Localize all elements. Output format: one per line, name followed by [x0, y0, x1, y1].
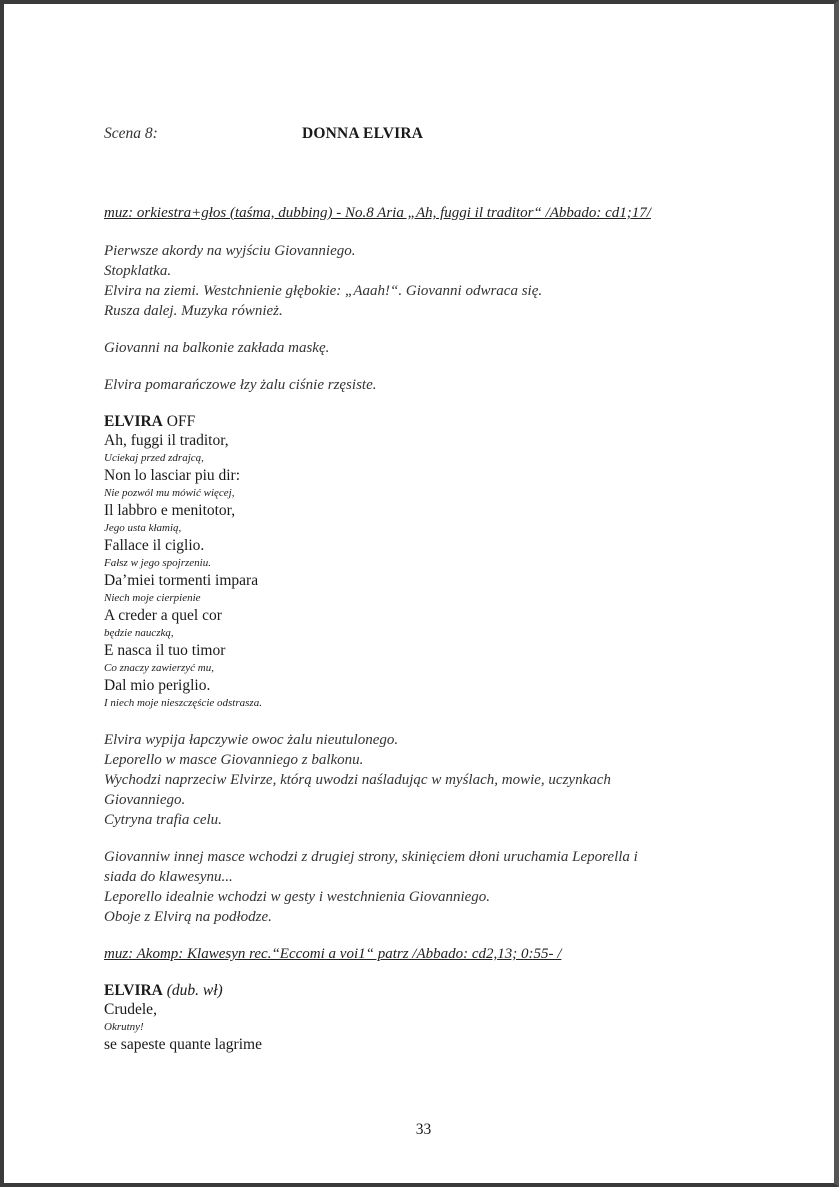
character-name: ELVIRA	[104, 413, 163, 430]
stage-line: Elvira wypija łapczywie owoc żalu nieutulonego.	[104, 732, 399, 748]
recit-lyrics	[104, 1001, 754, 1054]
scene-label: Scena 8:	[104, 125, 158, 142]
stage-line: Giovanni na balkonie zakłada maskę.	[104, 340, 330, 356]
lyric-line: se sapeste quante lagrime	[104, 1036, 262, 1053]
stage-direction-5	[104, 847, 754, 927]
translation-line: Niech moje cierpienie	[104, 592, 201, 604]
character-note: OFF	[162, 413, 196, 430]
stage-direction-2	[104, 338, 754, 358]
stage-line: Oboje z Elvirą na podłodze.	[104, 909, 272, 925]
aria-character-heading	[104, 412, 754, 432]
music-cue-1: muz: orkiestra+głos (taśma, dubbing) - No.8 Aria „Ah, fuggi il traditor“ /Abbado: cd1;17/	[104, 205, 651, 221]
lyric-line: Il labbro e menitotor,	[104, 502, 236, 519]
stage-direction-4	[104, 730, 754, 830]
character-name: ELVIRA	[104, 982, 163, 999]
stage-line: Elvira na ziemi. Westchnienie głębokie: „Aaah!“. Giovanni odwraca się.	[104, 283, 543, 299]
stage-line: Cytryna trafia celu.	[104, 812, 222, 828]
lyric-line: Ah, fuggi il traditor,	[104, 432, 229, 449]
lyric-line: Non lo lasciar piu dir:	[104, 467, 241, 484]
scene-title: DONNA ELVIRA	[302, 125, 424, 142]
lyric-line: Crudele,	[104, 1001, 157, 1018]
translation-line: Co znaczy zawierzyć mu,	[104, 662, 214, 674]
translation-line: Nie pozwól mu mówić więcej,	[104, 487, 235, 499]
stage-line: Giovanniego.	[104, 792, 186, 808]
translation-line: I niech moje nieszczęście odstrasza.	[104, 697, 262, 709]
lyric-line: Da’miei tormenti impara	[104, 572, 259, 589]
stage-line: Stopklatka.	[104, 263, 172, 279]
lyric-line: E nasca il tuo timor	[104, 642, 226, 659]
music-cue-2: muz: Akomp: Klawesyn rec.“Eccomi a voi1“ patrz /Abbado: cd2,13; 0:55- /	[104, 946, 562, 962]
stage-line: Leporello idealnie wchodzi w gesty i westchnienia Giovanniego.	[104, 889, 491, 905]
stage-line: siada do klawesynu...	[104, 869, 233, 885]
character-note: (dub. wł)	[162, 982, 223, 999]
stage-direction-1	[104, 241, 754, 321]
lyric-line: A creder a quel cor	[104, 607, 222, 624]
stage-line: Giovanniw innej masce wchodzi z drugiej strony, skinięciem dłoni uruchamia Leporella i	[104, 849, 638, 865]
page-number: 33	[415, 1121, 432, 1138]
recit-character-heading	[104, 981, 754, 1001]
lyric-line: Fallace il ciglio.	[104, 537, 205, 554]
stage-line: Elvira pomarańczowe łzy żalu ciśnie rzęsiste.	[104, 377, 377, 393]
lyric-line: Dal mio periglio.	[104, 677, 211, 694]
stage-line: Wychodzi naprzeciw Elvirze, którą uwodzi naśladując w myślach, mowie, uczynkach	[104, 772, 611, 788]
translation-line: Uciekaj przed zdrajcą,	[104, 452, 204, 464]
translation-line: Fałsz w jego spojrzeniu.	[104, 557, 211, 569]
aria-lyrics	[104, 432, 754, 712]
stage-direction-3	[104, 375, 754, 395]
translation-line: będzie nauczką,	[104, 627, 174, 639]
script-body	[104, 203, 754, 1054]
stage-line: Pierwsze akordy na wyjściu Giovanniego.	[104, 243, 356, 259]
translation-line: Jego usta kłamią,	[104, 522, 182, 534]
translation-line: Okrutny!	[104, 1021, 144, 1033]
stage-line: Leporello w masce Giovanniego z balkonu.	[104, 752, 364, 768]
stage-line: Rusza dalej. Muzyka również.	[104, 303, 283, 319]
